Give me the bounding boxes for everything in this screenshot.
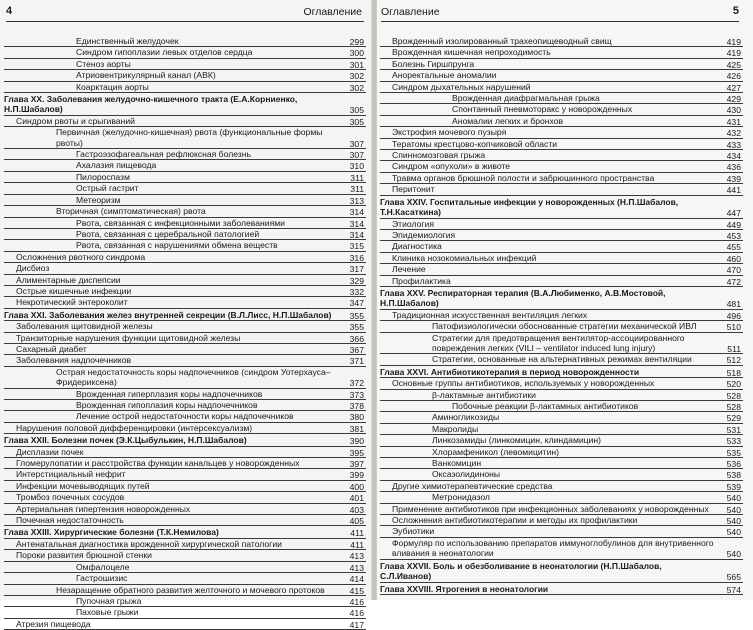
toc-entry-title: Артериальная гипертензия новорожденных — [4, 504, 366, 515]
toc-entry — [380, 401, 743, 412]
toc-entry-title: Другие химиотерапевтические средства — [380, 481, 743, 492]
toc-entry-title: Спинномозговая грыжа — [380, 150, 743, 161]
toc-entry-page: 313 — [349, 195, 364, 206]
toc-entry-page: 315 — [349, 241, 364, 252]
toc-entry-title: Пороки развития брюшной стенки — [4, 550, 366, 561]
toc-entry-title: Глава XXIV. Госпитальные инфекции у новорожденных (Н.П.Шабалов, Т.Н.Касаткина) — [380, 197, 743, 219]
toc-entry-page: 455 — [726, 242, 741, 253]
toc-entry-page: 411 — [350, 539, 364, 550]
toc-entry-page: 381 — [349, 423, 364, 434]
toc-entry — [4, 333, 366, 344]
toc-entry-title: Формуляр по использованию препаратов иммуноглобулинов для внутривенного вливания в неонатологии — [380, 538, 743, 560]
toc-entry-page: 390 — [349, 436, 364, 447]
toc-entry-page: 347 — [349, 298, 364, 309]
toc-entry — [380, 390, 743, 401]
toc-entry-title: Глава XXI. Заболевания желез внутренней секреции (В.Л.Лисс, Н.П.Шабалов) — [4, 310, 366, 321]
toc-entry-page: 401 — [349, 493, 364, 504]
toc-entry-title: Аномалии легких и бронхов — [380, 116, 743, 127]
toc-entry-title: β-лактамные антибиотики — [380, 390, 743, 401]
toc-entry-title: Традиционная искусственная вентиляция легких — [380, 310, 743, 321]
toc-entry-title: Почечная недостаточность — [4, 515, 366, 526]
toc-entry-page: 531 — [726, 424, 741, 435]
toc-entry-page: 449 — [726, 219, 741, 230]
toc-entry-page: 302 — [349, 82, 364, 93]
toc-entry-page: 310 — [349, 161, 364, 172]
toc-chapter-entry — [380, 367, 743, 378]
toc-entry-title: Рвота, связанная с инфекционными заболеваниями — [4, 218, 366, 229]
toc-entry-title: Глава XXVII. Боль и обезболивание в неонатологии (Н.П.Шабалов, С.Л.Иванов) — [380, 561, 743, 583]
toc-entry-title: Инфекции мочевыводящих путей — [4, 481, 366, 492]
toc-entry-title: Линкозамиды (линкомицин, клиндамицин) — [380, 435, 743, 446]
toc-entry-title: Экстрофия мочевого пузыря — [380, 127, 743, 138]
toc-entry-page: 305 — [349, 105, 364, 116]
toc-entry-title: Болезнь Гиршпрунга — [380, 59, 743, 70]
toc-entry-page: 425 — [726, 59, 741, 70]
toc-chapter-entry — [4, 435, 366, 446]
toc-entry-title: Профилактика — [380, 276, 743, 287]
toc-entry-page: 533 — [726, 436, 741, 447]
toc-entry-page: 441 — [726, 185, 741, 196]
toc-entry-title: Стеноз аорты — [4, 59, 366, 70]
toc-entry — [4, 596, 366, 607]
toc-entry-title: Гастрошизис — [4, 573, 366, 584]
toc-entry-page: 380 — [349, 412, 364, 423]
toc-chapter-entry — [4, 94, 366, 116]
toc-entry — [4, 275, 366, 286]
toc-entry — [4, 367, 366, 389]
toc-entry-page: 371 — [349, 356, 364, 367]
toc-entry-page: 307 — [349, 138, 364, 149]
toc-entry — [380, 59, 743, 70]
toc-entry-page: 470 — [726, 265, 741, 276]
toc-entry — [4, 59, 366, 70]
toc-entry-title: Синдром «опухоли» в животе — [380, 161, 743, 172]
toc-entry-page: 405 — [349, 516, 364, 527]
toc-entry-title: Метеоризм — [4, 195, 366, 206]
toc-entry — [4, 321, 366, 332]
toc-entry-page: 307 — [349, 150, 364, 161]
toc-entry-page: 378 — [349, 401, 364, 411]
toc-entry-page: 496 — [726, 310, 741, 321]
toc-entry-page: 447 — [726, 208, 741, 219]
toc-entry — [4, 286, 366, 297]
toc-entry-page: 399 — [349, 470, 364, 481]
toc-entry — [4, 515, 366, 526]
toc-entry-page: 540 — [726, 549, 741, 560]
toc-entry-page: 397 — [349, 459, 364, 470]
toc-entry — [4, 149, 366, 160]
toc-entry-title: Макролиды — [380, 424, 743, 435]
toc-entry — [380, 139, 743, 150]
toc-chapter-entry — [380, 561, 743, 583]
toc-entry-title: Омфалоцеле — [4, 562, 366, 573]
toc-entry-title: Этиология — [380, 219, 743, 230]
toc-entry-page: 317 — [349, 264, 364, 275]
toc-entry — [380, 447, 743, 458]
toc-entry-page: 419 — [726, 48, 741, 59]
toc-entry-title: Стратегии для предотвращения вентилятор-ассоциированного повреждения легких (VILI – ventilator induced lung injury) — [380, 333, 743, 355]
toc-entry-title: Перитонит — [380, 184, 743, 195]
running-head: Оглавление — [303, 6, 362, 18]
toc-entry-title: Заболевания надпочечников — [4, 355, 366, 366]
toc-entry — [380, 526, 743, 537]
toc-entry — [380, 333, 743, 355]
toc-entry-title: Глава XXIII. Хирургические болезни (Т.К.Немилова) — [4, 527, 366, 538]
toc-entry — [4, 206, 366, 217]
toc-entry-page: 316 — [349, 252, 364, 263]
toc-entry-title: Синдром гипоплазии левых отделов сердца — [4, 47, 366, 58]
toc-entry-page: 373 — [349, 389, 364, 400]
toc-entry-page: 400 — [349, 481, 364, 492]
toc-entry-page: 355 — [349, 322, 364, 333]
toc-entry-page: 311 — [350, 172, 364, 183]
toc-entry-title: Патофизиологически обоснованные стратегии механической ИВЛ — [380, 321, 743, 332]
toc-entry-title: Паховые грыжи — [4, 607, 366, 618]
toc-entry-page: 460 — [726, 253, 741, 264]
toc-entry-title: Тератомы крестцово-копчиковой области — [380, 139, 743, 150]
toc-entry — [380, 264, 743, 275]
toc-entry-title: Острые кишечные инфекции — [4, 286, 366, 297]
toc-entry-title: Глава XXV. Респираторная терапия (В.А.Любименко, А.В.Мостовой, Н.П.Шабалов) — [380, 288, 743, 310]
page-number: 5 — [732, 5, 739, 17]
toc-entry — [4, 607, 366, 618]
toc-entry-title: Хлорамфеникол (левомицитин) — [380, 447, 743, 458]
toc-entry-page: 439 — [726, 173, 741, 184]
toc-entry — [380, 47, 743, 58]
toc-entry — [4, 411, 366, 422]
toc-entry-title: Врожденная кишечная непроходимость — [380, 47, 743, 58]
toc-chapter-entry — [380, 288, 743, 310]
toc-entry-title: Эубиотики — [380, 526, 743, 537]
toc-entry — [4, 504, 366, 515]
toc-entry-title: Синдром рвоты и срыгиваний — [4, 116, 366, 127]
toc-entry-page: 372 — [349, 378, 364, 389]
toc-entry-page: 314 — [349, 207, 364, 218]
toc-entry-page: 433 — [726, 139, 741, 150]
toc-entry-page: 540 — [726, 504, 741, 515]
toc-entry — [4, 263, 366, 274]
toc-entry-page: 536 — [726, 459, 741, 470]
toc-entry — [380, 354, 743, 365]
toc-entry-page: 432 — [726, 128, 741, 139]
toc-entry-title: Травма органов брюшной полости и забрюшинного пространства — [380, 173, 743, 184]
toc-entry-page: 430 — [726, 105, 741, 116]
toc-entry — [4, 389, 366, 400]
toc-entry-page: 332 — [349, 286, 364, 297]
running-head: Оглавление — [381, 6, 440, 18]
toc-entry-title: Основные группы антибиотиков, используемых у новорожденных — [380, 378, 743, 389]
toc-entry-title: Острый гастрит — [4, 183, 366, 194]
toc-entry-title: Транзиторные нарушения функции щитовидной железы — [4, 333, 366, 344]
toc-entry-title: Заболевания щитовидной железы — [4, 321, 366, 332]
toc-entry — [4, 355, 366, 366]
toc-entry — [4, 183, 366, 194]
toc-entry-page: 314 — [349, 218, 364, 229]
toc-entry-page: 413 — [349, 551, 364, 562]
toc-entry-title: Вторичная (симптоматическая) рвота — [4, 206, 366, 217]
left-page — [0, 0, 372, 630]
toc-entry-page: 518 — [726, 367, 741, 378]
toc-entry — [4, 240, 366, 251]
toc-entry-title: Дисплазии почек — [4, 447, 366, 458]
toc-entry — [380, 184, 743, 195]
toc-entry — [380, 253, 743, 264]
toc-entry-title: Диагностика — [380, 241, 743, 252]
toc-entry — [380, 127, 743, 138]
toc-entry-page: 535 — [726, 447, 741, 458]
toc-entry — [4, 229, 366, 240]
toc-entry-page: 301 — [349, 59, 364, 70]
toc-entry-page: 528 — [726, 390, 741, 401]
toc-entry-page: 529 — [726, 413, 741, 424]
toc-entry-title: Тромбоз почечных сосудов — [4, 492, 366, 503]
toc-entry-title: Осложнения антибиотикотерапии и методы их профилактики — [380, 515, 743, 526]
toc-entry-page: 366 — [349, 333, 364, 344]
toc-entry — [4, 116, 366, 127]
toc-entry-title: Незаращение обратного развития желточного и мочевого протоков — [4, 585, 366, 596]
toc-entry — [380, 310, 743, 321]
toc-entry-title: Атрезия пищевода — [4, 619, 366, 630]
toc-entry-title: Применение антибиотиков при инфекционных заболеваниях у новорожденных — [380, 504, 743, 515]
toc-entry — [380, 36, 743, 47]
toc-entry-page: 403 — [349, 504, 364, 515]
toc-entry-title: Гломерулопатии и расстройства функции канальцев у новорожденных — [4, 458, 366, 469]
toc-entry-title: Гастроэзофагеальная рефлюксная болезнь — [4, 149, 366, 160]
toc-entry-title: Осложнения рвотного синдрома — [4, 252, 366, 263]
toc-entry-title: Дисбиоз — [4, 263, 366, 274]
toc-entry-title: Метронидазол — [380, 492, 743, 503]
toc-entry — [4, 562, 366, 573]
toc-entry-page: 436 — [726, 162, 741, 173]
toc-entry-page: 355 — [349, 310, 364, 321]
toc-entry — [380, 469, 743, 480]
toc-entry — [380, 492, 743, 503]
toc-entry — [380, 241, 743, 252]
toc-entry-page: 329 — [349, 275, 364, 286]
toc-entry-title: Оксазолидиноны — [380, 469, 743, 480]
toc-entry-page: 417 — [349, 619, 364, 630]
toc-entry-title: Алиментарные диспепсии — [4, 275, 366, 286]
toc-entry — [4, 172, 366, 183]
toc-entry-page: 520 — [726, 379, 741, 390]
toc-entry — [380, 230, 743, 241]
toc-entry-page: 299 — [349, 37, 364, 47]
toc-entry — [4, 550, 366, 561]
toc-entry-page: 429 — [726, 94, 741, 105]
toc-entry-title: Спонтанный пневмоторакс у новорожденных — [380, 104, 743, 115]
toc-entry-page: 431 — [726, 116, 741, 127]
toc-entry-title: Нарушения половой дифференцировки (интерсексуализм) — [4, 423, 366, 434]
toc-entry — [380, 173, 743, 184]
toc-entry-title: Глава XX. Заболевания желудочно-кишечного тракта (Е.А.Корниенко, Н.П.Шабалов) — [4, 94, 366, 116]
toc-entry-title: Коарктация аорты — [4, 82, 366, 93]
toc-entry-page: 540 — [726, 493, 741, 504]
toc-entry-page: 540 — [726, 516, 741, 527]
toc-entry — [4, 70, 366, 81]
toc-entry-title: Пилороспазм — [4, 172, 366, 183]
toc-entry-page: 426 — [726, 71, 741, 82]
toc-entry-page: 472 — [726, 276, 741, 287]
page-number: 4 — [6, 5, 13, 17]
toc-entry-page: 311 — [350, 184, 364, 195]
toc-entry-page: 367 — [349, 344, 364, 355]
toc-entry-title: Врожденная гипоплазия коры надпочечников — [4, 400, 366, 411]
toc-entry — [380, 504, 743, 515]
toc-entry — [4, 36, 366, 47]
toc-entry-title: Глава XXII. Болезни почек (Э.К.Цыбулькин, Н.П.Шабалов) — [4, 435, 366, 446]
toc-entry-title: Ахалазия пищевода — [4, 160, 366, 171]
toc-entry-title: Лечение — [380, 264, 743, 275]
toc-entry-title: Стратегии, основанные на альтернативных режимах вентиляции — [380, 354, 743, 365]
toc-entry — [4, 218, 366, 229]
toc-entry — [380, 378, 743, 389]
toc-entry-page: 565 — [726, 572, 741, 583]
toc-entry — [380, 161, 743, 172]
toc-entry — [4, 344, 366, 355]
right-page-header — [381, 5, 739, 22]
toc-entry-page: 414 — [349, 574, 364, 585]
toc-list-right — [380, 36, 743, 595]
toc-entry-page: 481 — [726, 299, 741, 310]
toc-entry-page: 434 — [726, 151, 741, 162]
toc-entry-title: Атриовентрикулярный канал (АВК) — [4, 70, 366, 81]
toc-entry — [380, 458, 743, 469]
toc-entry — [380, 321, 743, 332]
toc-entry-title: Врожденная диафрагмальная грыжа — [380, 93, 743, 104]
toc-entry-title: Глава XXVI. Антибиотикотерапия в период новорожденности — [380, 367, 743, 378]
toc-entry-page: 416 — [349, 596, 364, 607]
toc-chapter-entry — [4, 527, 366, 538]
toc-entry — [4, 47, 366, 58]
toc-entry-page: 411 — [350, 528, 364, 539]
toc-entry — [380, 435, 743, 446]
toc-entry-title: Рвота, связанная с нарушениями обмена веществ — [4, 240, 366, 251]
toc-entry-page: 510 — [726, 322, 741, 333]
toc-entry-title: Антенатальная диагностика врожденной хирургической патологии — [4, 539, 366, 550]
right-page — [377, 0, 753, 600]
toc-chapter-entry — [380, 584, 743, 595]
toc-entry — [380, 116, 743, 127]
toc-entry — [4, 423, 366, 434]
toc-entry-page: 300 — [349, 48, 364, 59]
toc-entry-page: 419 — [726, 37, 741, 47]
toc-entry-title: Побочные реакции β-лактамных антибиотиков — [380, 401, 743, 412]
toc-entry-page: 395 — [349, 447, 364, 458]
toc-entry — [380, 150, 743, 161]
toc-entry — [380, 481, 743, 492]
toc-entry-title: Острая недостаточность коры надпочечников (синдром Уотерхауса–Фридериксена) — [4, 367, 366, 389]
toc-entry — [380, 424, 743, 435]
toc-entry-page: 538 — [726, 470, 741, 481]
toc-list-left — [4, 36, 366, 630]
toc-entry — [4, 447, 366, 458]
toc-entry — [4, 492, 366, 503]
toc-entry — [380, 219, 743, 230]
toc-entry — [380, 93, 743, 104]
toc-entry — [4, 297, 366, 308]
toc-entry-title: Глава XXVIII. Ятрогения в неонатологии — [380, 584, 743, 595]
toc-entry — [4, 539, 366, 550]
toc-entry-page: 302 — [349, 71, 364, 82]
toc-entry-page: 540 — [726, 527, 741, 538]
toc-entry-title: Аминогликозиды — [380, 412, 743, 423]
toc-entry-page: 511 — [727, 343, 741, 354]
toc-entry-title: Сахарный диабет — [4, 344, 366, 355]
toc-entry-title: Врожденный изолированный трахеопищеводный свищ — [380, 36, 743, 47]
toc-entry-title: Первичная (желудочно-кишечная) рвота (функциональные формы рвоты) — [4, 127, 366, 149]
toc-entry — [380, 104, 743, 115]
toc-entry — [380, 70, 743, 81]
toc-entry — [4, 82, 366, 93]
toc-entry-page: 512 — [726, 355, 741, 366]
left-page-header — [6, 5, 364, 22]
toc-entry-page: 453 — [726, 230, 741, 241]
toc-entry — [380, 538, 743, 560]
toc-entry-title: Врожденная гиперплазия коры надпочечников — [4, 389, 366, 400]
toc-entry-page: 528 — [726, 402, 741, 412]
toc-entry-title: Пупочная грыжа — [4, 596, 366, 607]
toc-entry — [4, 400, 366, 411]
toc-entry-page: 427 — [726, 82, 741, 93]
toc-entry-title: Аноректальные аномалии — [380, 70, 743, 81]
toc-entry-page: 305 — [349, 116, 364, 127]
toc-entry — [380, 82, 743, 93]
toc-entry-title: Интерстициальный нефрит — [4, 469, 366, 480]
toc-entry-page: 413 — [349, 562, 364, 573]
toc-entry — [4, 481, 366, 492]
toc-entry-title: Лечение острой недостаточности коры надпочечников — [4, 411, 366, 422]
toc-entry-title: Ванкомицин — [380, 458, 743, 469]
toc-entry-title: Единственный желудочек — [4, 36, 366, 47]
toc-entry-title: Рвота, связанная с церебральной патологией — [4, 229, 366, 240]
toc-entry-title: Некротический энтероколит — [4, 297, 366, 308]
toc-entry-page: 314 — [349, 229, 364, 240]
toc-entry-title: Эпидемиология — [380, 230, 743, 241]
toc-entry-page: 539 — [726, 481, 741, 492]
toc-entry-page: 415 — [349, 585, 364, 596]
toc-entry — [4, 619, 366, 630]
toc-entry-page: 416 — [349, 608, 364, 619]
toc-entry — [4, 458, 366, 469]
toc-entry — [4, 469, 366, 480]
toc-chapter-entry — [380, 197, 743, 219]
toc-entry-title: Синдром дыхательных нарушений — [380, 82, 743, 93]
toc-entry — [4, 195, 366, 206]
toc-entry — [380, 276, 743, 287]
toc-entry — [4, 585, 366, 596]
toc-entry — [4, 160, 366, 171]
toc-entry — [380, 412, 743, 423]
toc-entry — [4, 252, 366, 263]
toc-entry — [4, 127, 366, 149]
toc-entry-page: 574 — [726, 584, 741, 595]
toc-entry — [380, 515, 743, 526]
toc-entry-title: Клиника нозокомиальных инфекций — [380, 253, 743, 264]
toc-chapter-entry — [4, 310, 366, 321]
toc-entry — [4, 573, 366, 584]
